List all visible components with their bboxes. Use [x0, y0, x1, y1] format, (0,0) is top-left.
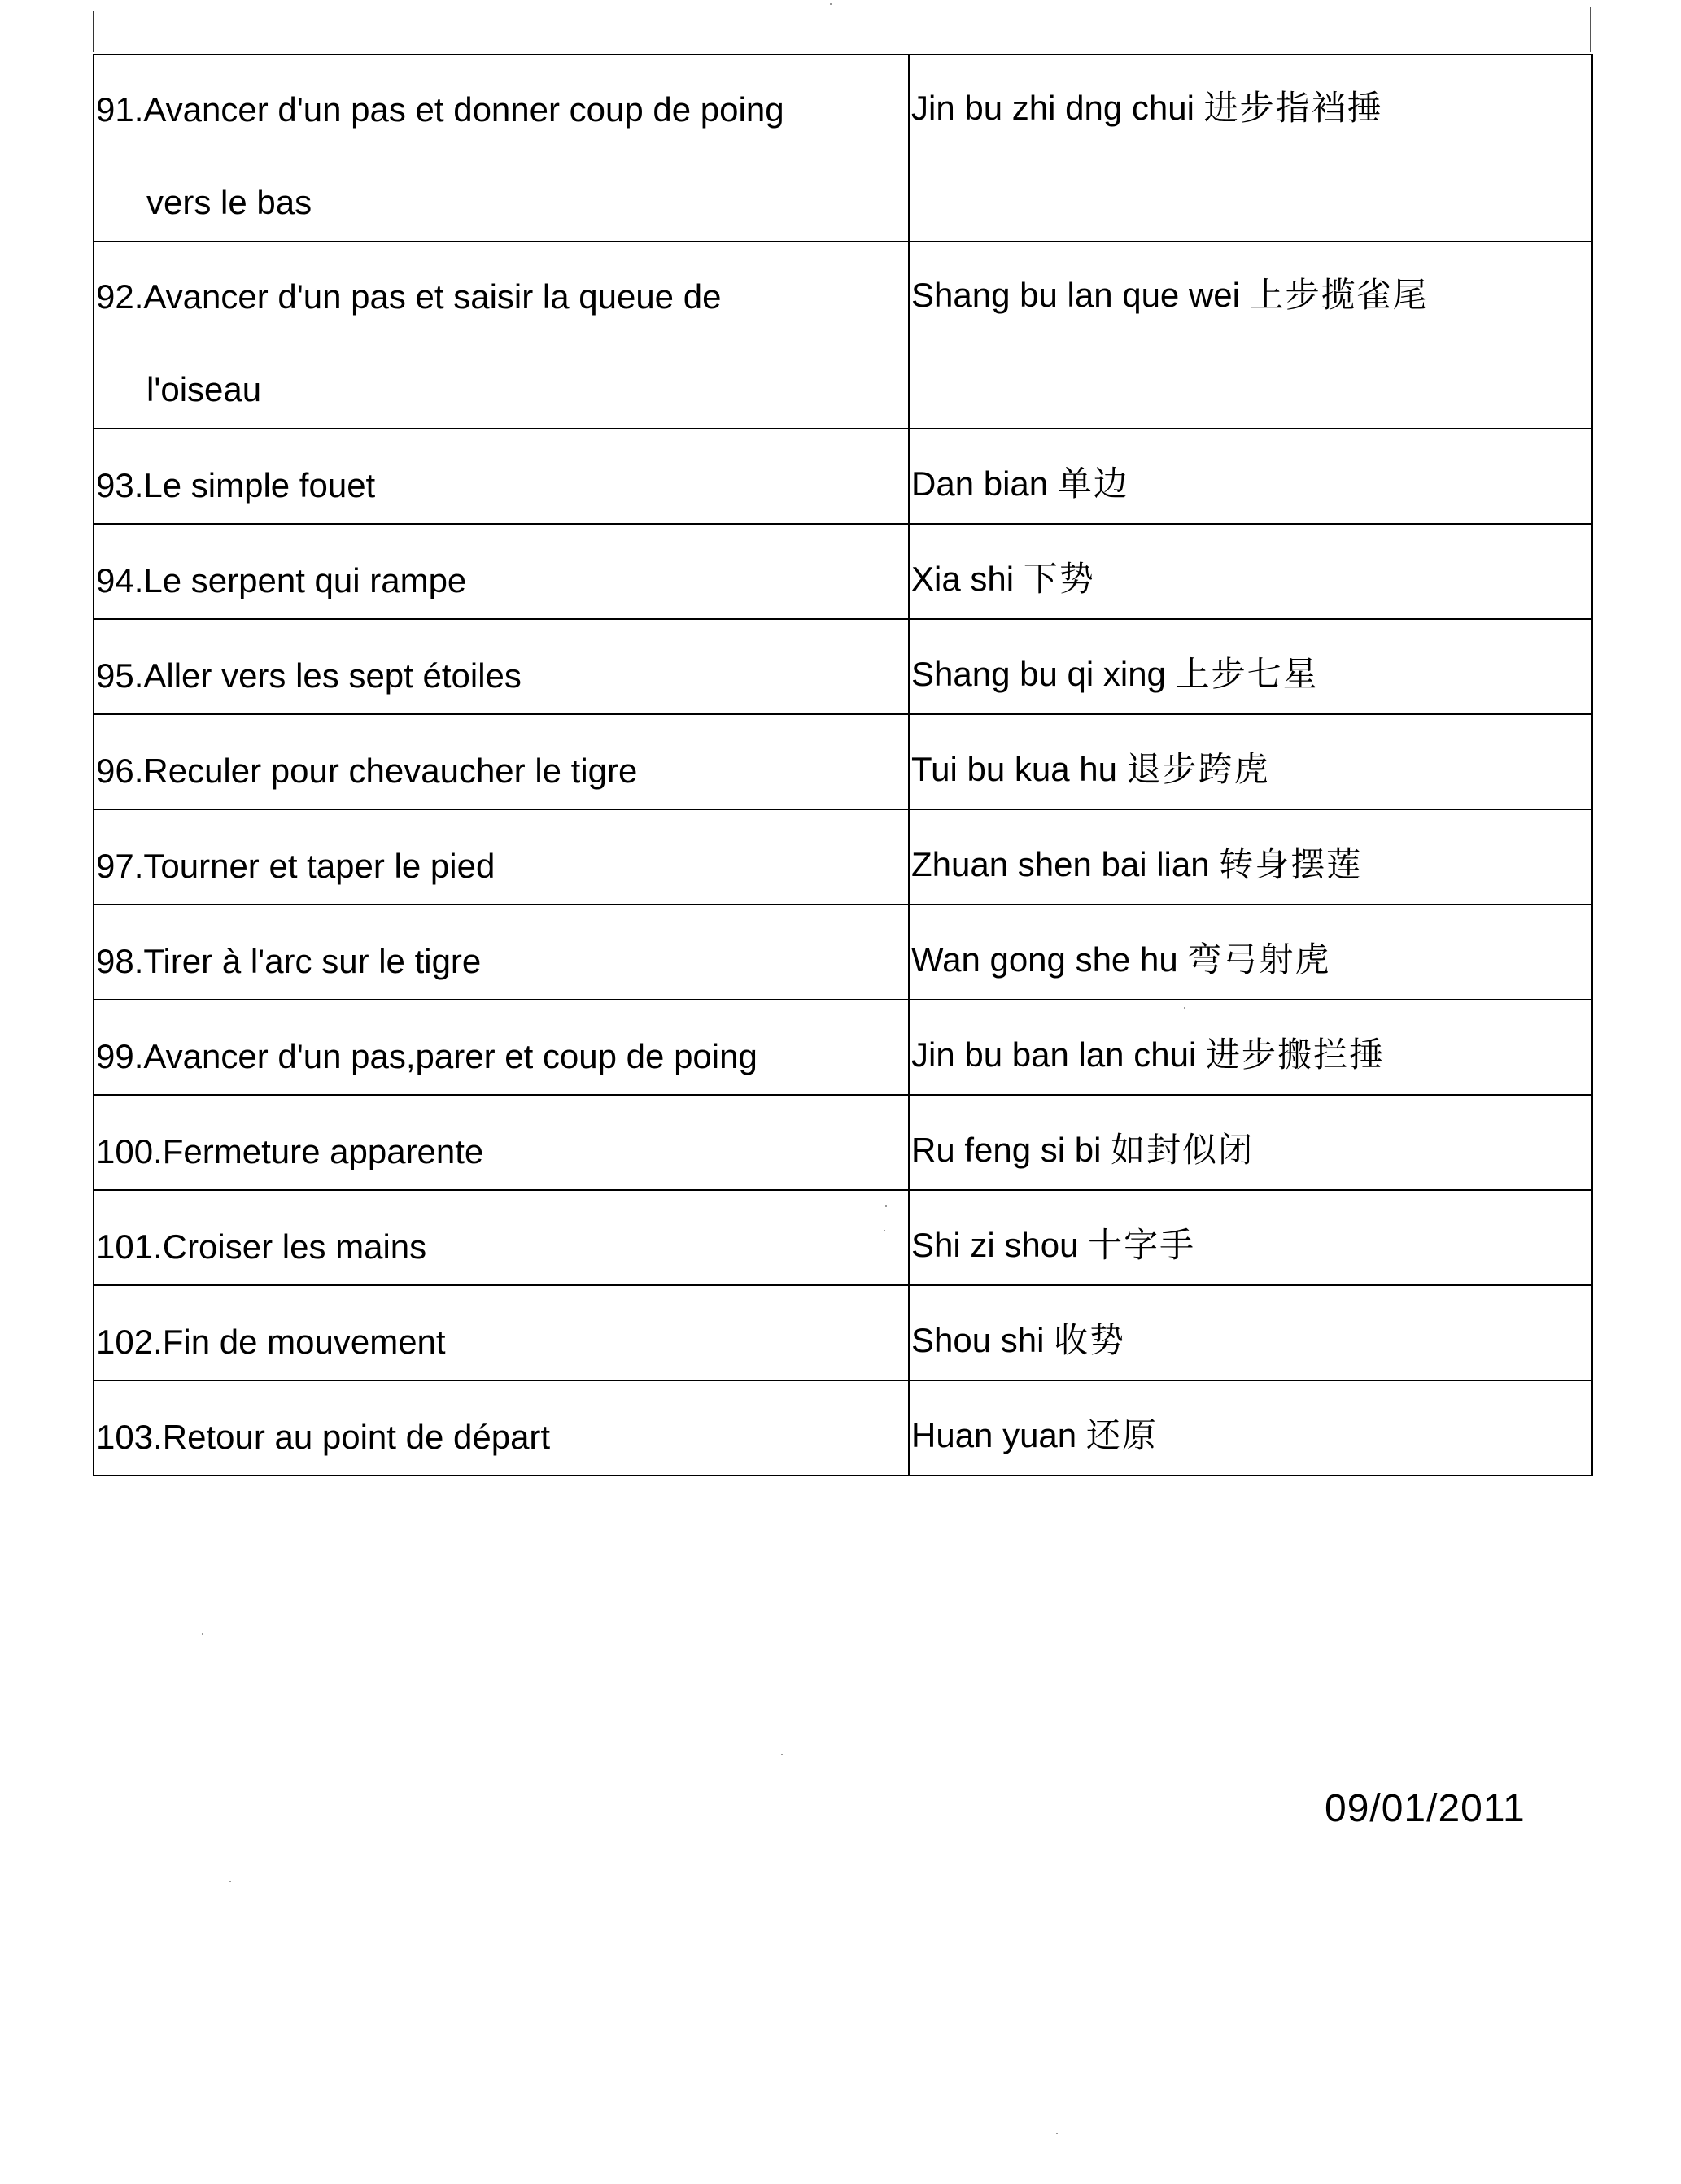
french-name-continued: vers le bas	[146, 183, 312, 221]
scan-mark-right	[1590, 7, 1591, 52]
chinese-cell	[909, 524, 1592, 619]
french-cell	[94, 1000, 909, 1095]
table-row	[94, 1095, 1592, 1190]
pinyin-name: Jin bu ban lan chui	[911, 1035, 1197, 1074]
table-row	[94, 1285, 1592, 1380]
chinese-cell	[909, 1095, 1592, 1190]
chinese-cell	[909, 905, 1592, 1000]
chinese-cell	[909, 714, 1592, 809]
pinyin-name: Shang bu lan que wei	[911, 276, 1240, 314]
hanzi-name: 十字手	[1088, 1226, 1196, 1264]
chinese-cell	[909, 1285, 1592, 1380]
french-cell	[94, 1285, 909, 1380]
french-name: 101.Croiser les mains	[96, 1227, 427, 1266]
pinyin-name: Ru feng si bi	[911, 1131, 1102, 1169]
table-row	[94, 714, 1592, 809]
scan-mark-left	[93, 11, 94, 52]
hanzi-name: 还原	[1085, 1416, 1158, 1454]
document-date: 09/01/2011	[1325, 1787, 1526, 1830]
french-name: 91.Avancer d'un pas et donner coup de poing	[96, 90, 784, 129]
french-name: 98.Tirer à l'arc sur le tigre	[96, 942, 482, 980]
chinese-cell	[909, 809, 1592, 905]
chinese-cell	[909, 429, 1592, 524]
hanzi-name: 收势	[1054, 1321, 1126, 1359]
hanzi-name: 进步指裆捶	[1203, 89, 1383, 127]
french-name: 97.Tourner et taper le pied	[96, 847, 496, 885]
chinese-cell	[909, 54, 1592, 242]
pinyin-name: Wan gong she hu	[911, 940, 1178, 979]
pinyin-name: Shi zi shou	[911, 1226, 1079, 1264]
hanzi-name: 弯弓射虎	[1187, 940, 1331, 979]
scan-speck	[830, 3, 832, 5]
pinyin-name: Dan bian	[911, 464, 1049, 503]
chinese-cell	[909, 1190, 1592, 1285]
hanzi-name: 上步揽雀尾	[1249, 276, 1429, 314]
french-name-continued: l'oiseau	[146, 370, 262, 408]
table-row	[94, 1000, 1592, 1095]
pinyin-name: Xia shi	[911, 560, 1015, 598]
french-cell	[94, 524, 909, 619]
table-row	[94, 1380, 1592, 1476]
table-row	[94, 809, 1592, 905]
french-cell	[94, 619, 909, 714]
french-name: 96.Reculer pour chevaucher le tigre	[96, 752, 638, 790]
table-row	[94, 242, 1592, 429]
french-name: 100.Fermeture apparente	[96, 1132, 484, 1170]
chinese-cell	[909, 1380, 1592, 1476]
french-cell	[94, 1095, 909, 1190]
scan-speck	[202, 1633, 203, 1635]
hanzi-name: 单边	[1057, 464, 1129, 503]
french-cell	[94, 1190, 909, 1285]
table-row	[94, 619, 1592, 714]
hanzi-name: 如封似闭	[1111, 1131, 1255, 1169]
table-row	[94, 54, 1592, 242]
scan-speck	[781, 1754, 783, 1755]
french-name: 102.Fin de mouvement	[96, 1323, 446, 1361]
french-name: 94.Le serpent qui rampe	[96, 561, 467, 599]
hanzi-name: 进步搬拦捶	[1205, 1035, 1385, 1074]
hanzi-name: 上步七星	[1175, 655, 1319, 693]
french-name: 99.Avancer d'un pas,parer et coup de poing	[96, 1037, 758, 1075]
scan-speck	[229, 1881, 231, 1882]
chinese-cell	[909, 242, 1592, 429]
french-name: 95.Aller vers les sept étoiles	[96, 656, 522, 695]
french-name: 92.Avancer d'un pas et saisir la queue de	[96, 277, 722, 316]
pinyin-name: Huan yuan	[911, 1416, 1077, 1454]
hanzi-name: 退步跨虎	[1126, 750, 1270, 788]
chinese-cell	[909, 619, 1592, 714]
french-cell	[94, 905, 909, 1000]
french-cell	[94, 429, 909, 524]
french-cell	[94, 242, 909, 429]
pinyin-name: Shou shi	[911, 1321, 1045, 1359]
pinyin-name: Shang bu qi xing	[911, 655, 1166, 693]
french-cell	[94, 1380, 909, 1476]
pinyin-name: Tui bu kua hu	[911, 750, 1117, 788]
pinyin-name: Zhuan shen bai lian	[911, 845, 1210, 883]
french-cell	[94, 809, 909, 905]
french-cell	[94, 714, 909, 809]
table-row	[94, 429, 1592, 524]
hanzi-name: 下势	[1023, 560, 1095, 598]
pinyin-name: Jin bu zhi dng chui	[911, 89, 1194, 127]
french-name: 93.Le simple fouet	[96, 466, 376, 504]
hanzi-name: 转身摆莲	[1219, 845, 1363, 883]
table-row	[94, 1190, 1592, 1285]
table-row	[94, 524, 1592, 619]
french-name: 103.Retour au point de départ	[96, 1418, 551, 1456]
chinese-cell	[909, 1000, 1592, 1095]
scan-speck	[1056, 2133, 1058, 2134]
french-cell	[94, 54, 909, 242]
movements-table	[93, 54, 1593, 1476]
table-row	[94, 905, 1592, 1000]
